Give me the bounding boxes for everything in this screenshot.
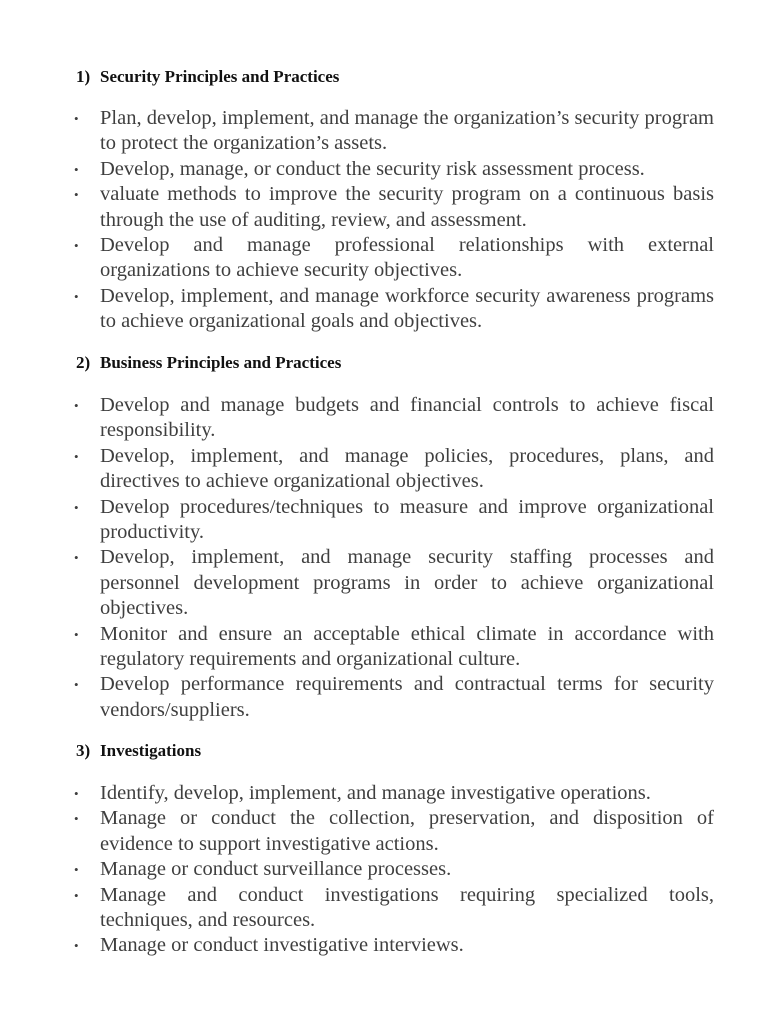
- list-item: [0, 622, 714, 673]
- bullet-list: [0, 781, 714, 959]
- section-heading: [76, 741, 201, 761]
- list-item: [0, 233, 714, 284]
- section-title: Investigations: [100, 741, 202, 760]
- list-item: [0, 106, 714, 157]
- list-item: [0, 883, 714, 934]
- list-item-text: Monitor and ensure an acceptable ethical climate in accordance with regulatory requirements and organizational culture.: [100, 622, 714, 671]
- bullet-icon: •: [74, 187, 79, 203]
- list-item-text: Develop and manage budgets and financial controls to achieve fiscal responsibility.: [100, 394, 714, 442]
- list-item: [0, 857, 714, 882]
- bullet-icon: •: [74, 887, 79, 903]
- list-item: [0, 444, 714, 495]
- list-item-text: Develop, manage, or conduct the security risk assessment process.: [100, 157, 645, 180]
- bullet-icon: •: [74, 288, 79, 304]
- list-item: [0, 806, 714, 857]
- list-item-text: Develop performance requirements and contractual terms for security vendors/suppliers.: [100, 673, 714, 721]
- section-number: 2): [76, 353, 91, 372]
- bullet-icon: •: [74, 398, 79, 413]
- list-item-text: Develop, implement, and manage workforce security awareness programs to achieve organizational goals and objectives.: [100, 284, 714, 333]
- bullet-icon: •: [74, 626, 79, 642]
- list-item: [0, 182, 714, 233]
- bullet-icon: •: [74, 448, 79, 464]
- list-item: [0, 393, 714, 444]
- list-item-text: Plan, develop, implement, and manage the organization’s security program to protect the organization’s assets.: [100, 107, 714, 155]
- section-heading: [76, 353, 341, 373]
- bullet-icon: •: [74, 786, 79, 801]
- section-number: 1): [76, 67, 91, 86]
- list-item: [0, 672, 714, 723]
- bullet-icon: •: [74, 550, 79, 566]
- bullet-icon: •: [74, 811, 79, 827]
- list-item: [0, 781, 714, 806]
- bullet-icon: •: [74, 938, 79, 954]
- list-item-text: Develop, implement, and manage security staffing processes and personnel development programs in order to achieve organizational objectives.: [100, 546, 714, 620]
- list-item-text: valuate methods to improve the security program on a continuous basis through the use of auditing, review, and assessment.: [100, 183, 714, 231]
- bullet-icon: •: [74, 677, 79, 693]
- list-item-text: Develop and manage professional relationships with external organizations to achieve security objectives.: [100, 234, 714, 282]
- list-item: [0, 284, 714, 335]
- list-item: [0, 495, 714, 546]
- list-item-text: Develop procedures/techniques to measure and improve organizational productivity.: [100, 495, 714, 544]
- section-number: 3): [76, 741, 91, 760]
- bullet-icon: •: [74, 499, 79, 515]
- list-item-text: Manage or conduct surveillance processes.: [100, 858, 452, 881]
- list-item-text: Manage or conduct the collection, preservation, and disposition of evidence to support investigative actions.: [100, 807, 714, 855]
- list-item: [0, 545, 714, 621]
- bullet-list: [0, 393, 714, 723]
- section-title: Business Principles and Practices: [100, 353, 342, 372]
- list-item-text: Identify, develop, implement, and manage investigative operations.: [100, 782, 651, 804]
- list-item-text: Develop, implement, and manage policies, procedures, plans, and directives to achieve organizational objectives.: [100, 444, 714, 493]
- bullet-icon: •: [74, 111, 79, 126]
- section-heading: [76, 67, 339, 87]
- bullet-list: [0, 106, 714, 335]
- section-title: Security Principles and Practices: [100, 67, 340, 86]
- list-item: [0, 157, 714, 182]
- bullet-icon: •: [74, 862, 79, 878]
- bullet-icon: •: [74, 161, 79, 177]
- list-item: [0, 933, 714, 958]
- list-item-text: Manage and conduct investigations requiring specialized tools, techniques, and resources.: [100, 883, 714, 932]
- list-item-text: Manage or conduct investigative interviews.: [100, 934, 464, 957]
- bullet-icon: •: [74, 238, 79, 254]
